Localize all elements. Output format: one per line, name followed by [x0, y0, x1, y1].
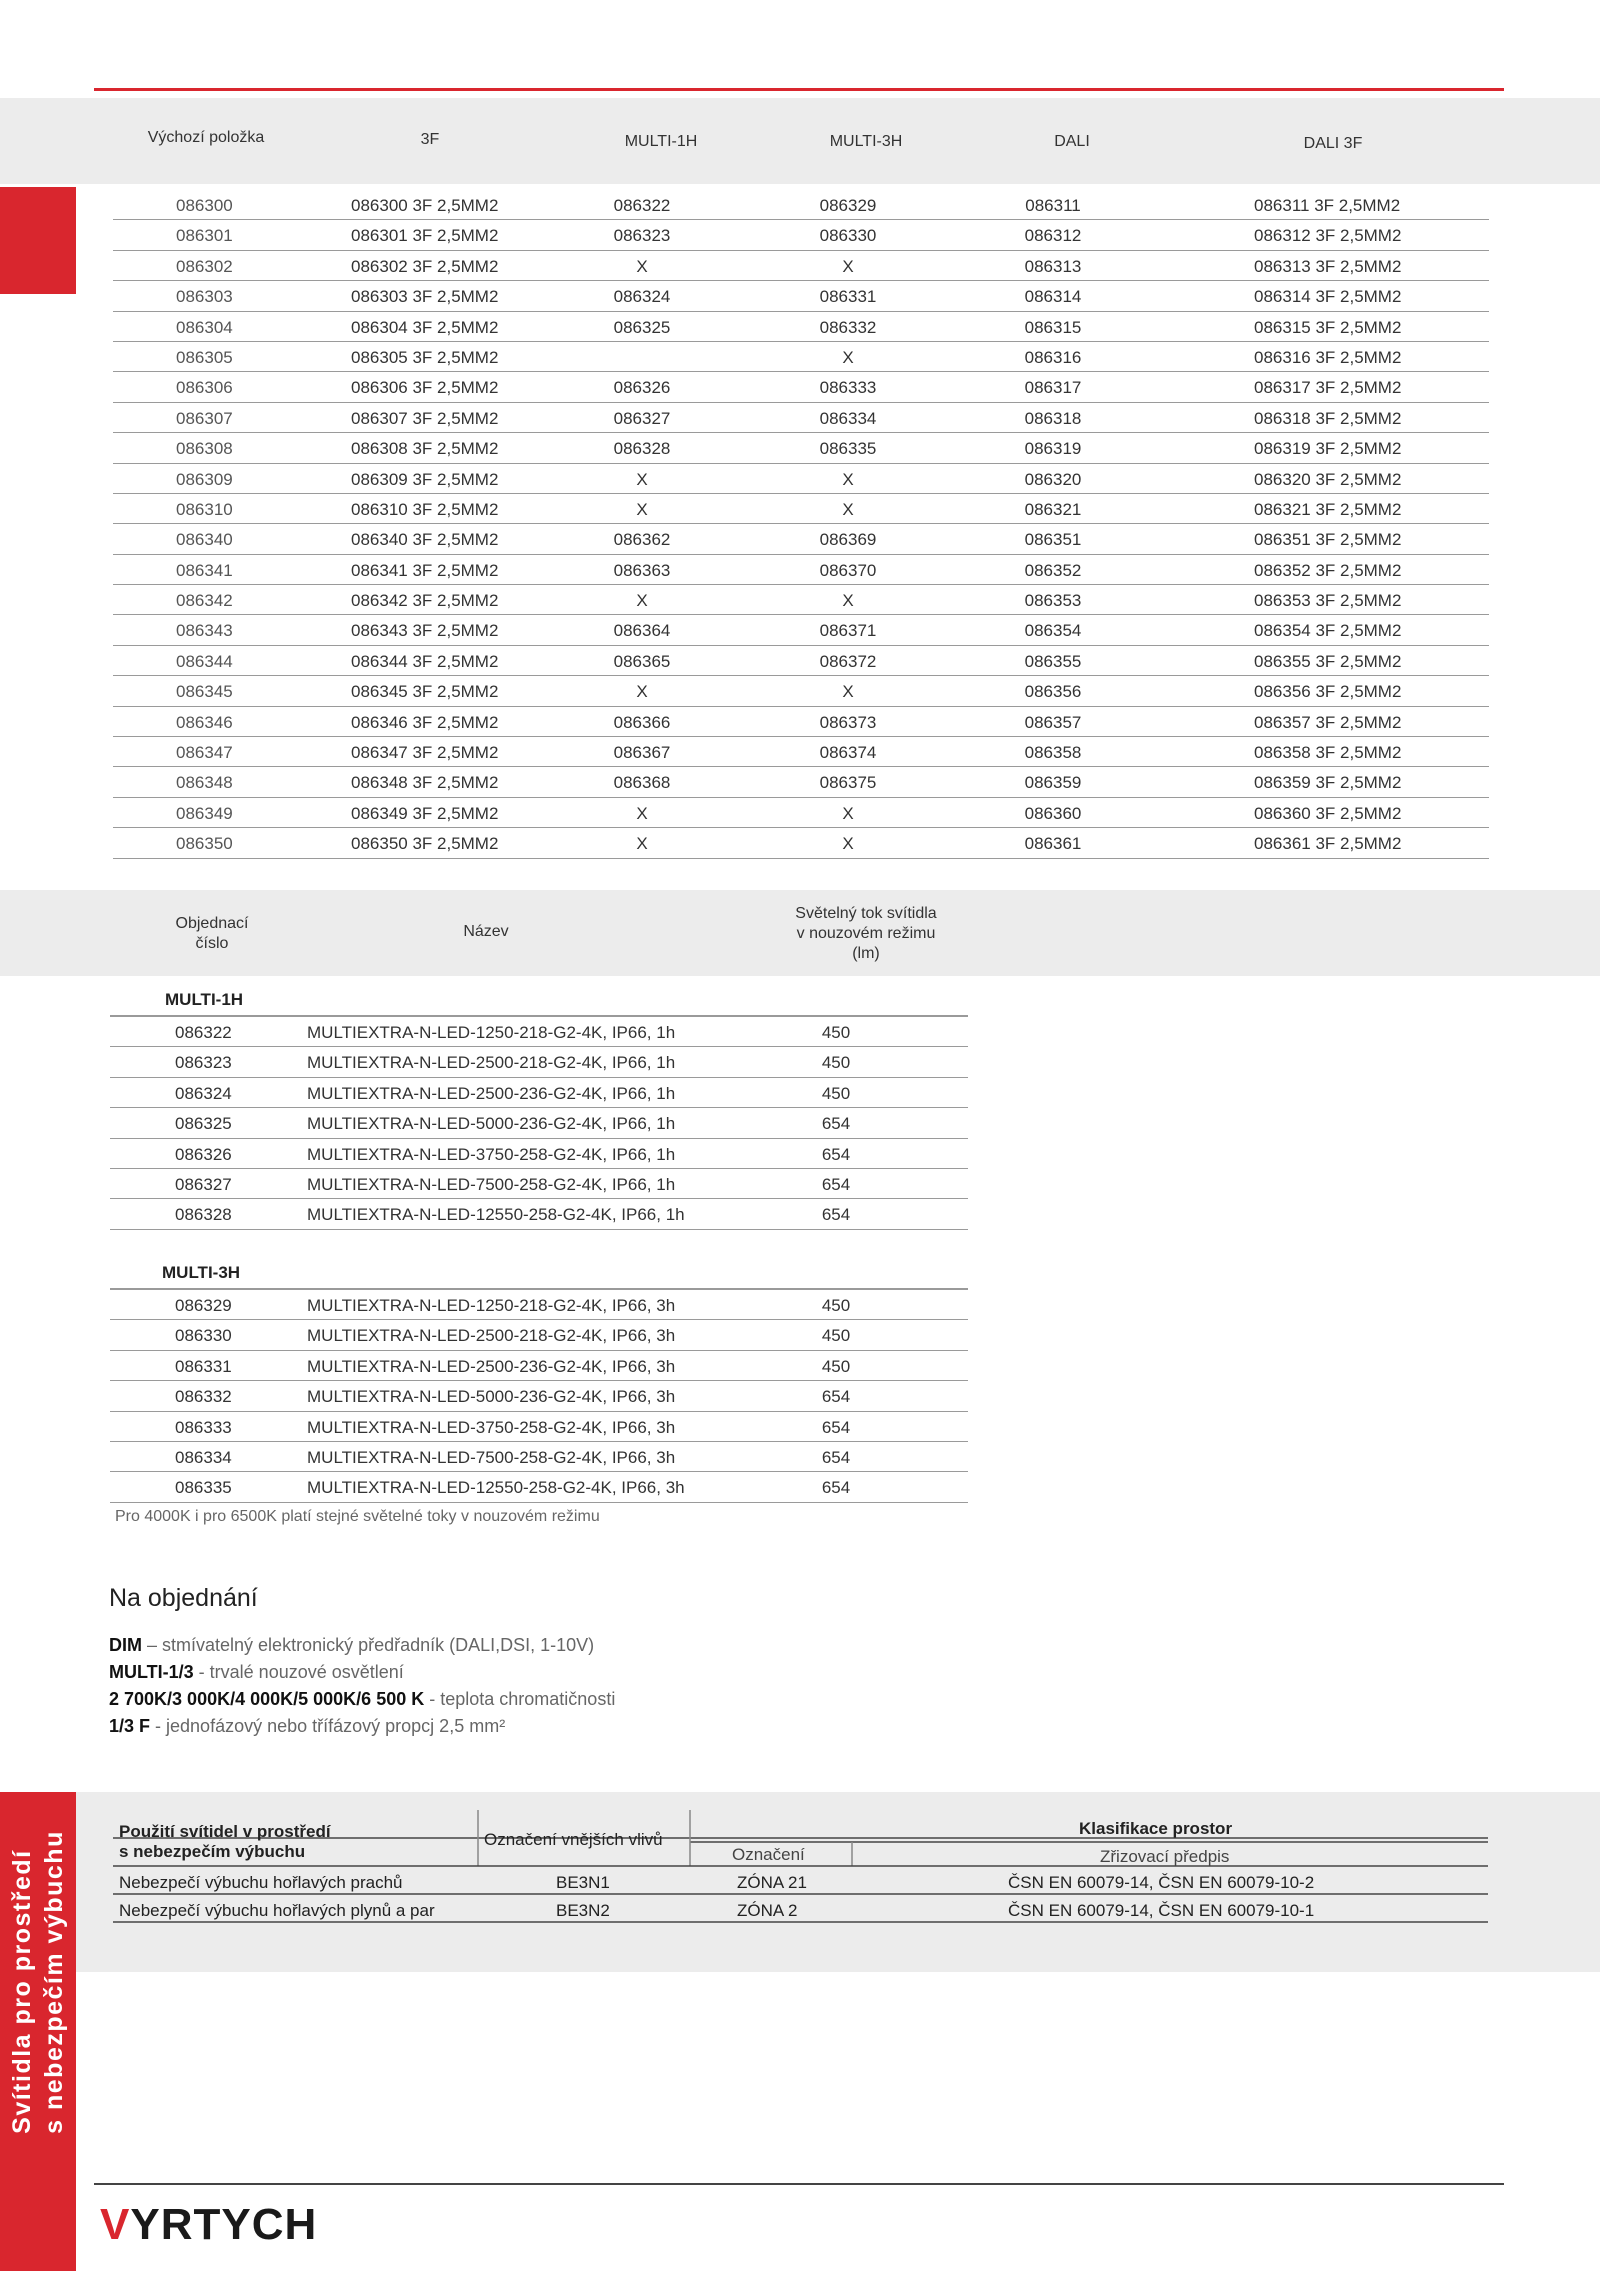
compat-cell: 086315 3F 2,5MM2 [1254, 317, 1402, 337]
product-cell: MULTIEXTRA-N-LED-2500-218-G2-4K, IP66, 1h [307, 1053, 676, 1073]
compat-cell: 086313 3F 2,5MM2 [1254, 256, 1402, 276]
compat-cell: 086305 3F 2,5MM2 [351, 347, 499, 367]
product-cell: MULTIEXTRA-N-LED-5000-236-G2-4K, IP66, 1h [307, 1114, 676, 1134]
product-header-cell: Objednací číslo [175, 915, 249, 952]
product-cell: 654 [821, 1478, 851, 1498]
compat-cell: 086309 [176, 469, 233, 489]
classification-cell: Nebezpečí výbuchu hořlavých plynů a par [119, 1901, 435, 1920]
compat-cell: 086370 [819, 560, 877, 580]
compat-cell: 086344 3F 2,5MM2 [351, 651, 499, 671]
ordering-desc: – stmívatelný elektronický předřadník (DALI,DSI, 1-10V) [142, 1635, 595, 1655]
compat-cell: 086355 3F 2,5MM2 [1254, 651, 1402, 671]
classification-sub-regulation: Zřizovací předpis [1100, 1847, 1230, 1866]
product-cell: 086327 [175, 1174, 232, 1194]
compat-cell: 086333 [819, 378, 877, 398]
compat-cell: 086315 [1024, 317, 1082, 337]
compat-cell: 086310 3F 2,5MM2 [351, 499, 499, 519]
compat-cell: 086357 [1024, 712, 1082, 732]
compat-cell: 086317 3F 2,5MM2 [1254, 378, 1402, 398]
product-header-cell: Světelný tok svítidla v nouzovém režimu (lm) [795, 905, 937, 962]
compat-cell: 086363 [613, 560, 671, 580]
product-cell: MULTIEXTRA-N-LED-12550-258-G2-4K, IP66, 1h [307, 1205, 685, 1225]
compat-cell: 086349 [176, 803, 233, 823]
product-cell: 450 [821, 1296, 851, 1315]
compat-cell: 086348 [176, 773, 233, 793]
product-cell: 654 [821, 1205, 851, 1225]
compat-cell: 086351 3F 2,5MM2 [1254, 530, 1402, 550]
product-cell: 654 [821, 1144, 851, 1164]
product-footnote: Pro 4000K i pro 6500K platí stejné světelné toky v nouzovém režimu [115, 1508, 600, 1525]
compat-header-cell: Výchozí položka [147, 129, 265, 146]
compat-cell: 086353 3F 2,5MM2 [1254, 591, 1402, 611]
compat-cell: 086322 [613, 196, 671, 215]
compat-cell: 086350 3F 2,5MM2 [351, 834, 499, 854]
compat-cell: 086325 [613, 317, 671, 337]
product-cell: MULTIEXTRA-N-LED-2500-236-G2-4K, IP66, 1h [307, 1083, 676, 1103]
compat-cell: 086307 3F 2,5MM2 [351, 408, 499, 428]
compat-cell: 086341 [176, 560, 233, 580]
compat-header-cell: MULTI-1H [624, 133, 698, 150]
product-cell: MULTIEXTRA-N-LED-3750-258-G2-4K, IP66, 3h [307, 1417, 676, 1437]
compat-cell: X [636, 469, 648, 489]
compat-cell: 086317 [1024, 378, 1082, 398]
product-cell: 086329 [175, 1296, 232, 1315]
compat-cell: 086350 [176, 834, 233, 854]
compat-cell: 086301 [176, 226, 233, 246]
compat-header-cell: DALI [1054, 133, 1090, 150]
ordering-term: 2 700K/3 000K/4 000K/5 000K/6 500 K [109, 1689, 425, 1709]
compat-cell: X [842, 591, 854, 611]
compat-cell: 086314 [1024, 287, 1082, 307]
compat-cell: 086343 3F 2,5MM2 [351, 621, 499, 641]
ordering-title: Na objednání [109, 1584, 258, 1612]
compat-cell: 086334 [819, 408, 877, 428]
classification-cell: ZÓNA 21 [737, 1873, 807, 1892]
product-cell: 086334 [175, 1447, 232, 1467]
compat-cell: 086330 [819, 226, 877, 246]
product-cell: MULTIEXTRA-N-LED-3750-258-G2-4K, IP66, 1h [307, 1144, 676, 1164]
compat-cell: 086304 [176, 317, 233, 337]
compat-cell: 086354 3F 2,5MM2 [1254, 621, 1402, 641]
compat-cell: 086360 3F 2,5MM2 [1254, 803, 1402, 823]
compat-cell: 086360 [1024, 803, 1082, 823]
classification-cell: BE3N1 [556, 1873, 610, 1892]
classification-col-usage-header: Použití svítidel v prostředí s nebezpečím výbuchu [119, 1822, 331, 1861]
classification-cell: Nebezpečí výbuchu hořlavých prachů [119, 1873, 403, 1892]
compat-cell: 086368 [613, 773, 671, 793]
product-group-label: MULTI-3H [162, 1263, 241, 1282]
logo-text: YRTYCH [130, 2200, 318, 2249]
product-cell: 086322 [175, 1023, 232, 1042]
compat-cell: 086311 [1025, 196, 1081, 215]
compat-cell: 086359 [1024, 773, 1082, 793]
ordering-term: MULTI-1/3 [109, 1662, 194, 1682]
product-cell: MULTIEXTRA-N-LED-1250-218-G2-4K, IP66, 3h [307, 1296, 676, 1315]
product-cell: MULTIEXTRA-N-LED-7500-258-G2-4K, IP66, 3h [307, 1447, 676, 1467]
compat-cell: X [842, 347, 854, 367]
compat-cell: 086374 [819, 743, 877, 763]
product-cell: 086328 [175, 1205, 232, 1225]
product-cell: 450 [821, 1326, 851, 1346]
ordering-desc: - teplota chromatičnosti [424, 1689, 616, 1709]
compat-cell: 086335 [819, 439, 877, 459]
compat-cell: 086361 3F 2,5MM2 [1254, 834, 1402, 854]
compat-cell: 086318 3F 2,5MM2 [1254, 408, 1402, 428]
product-cell: 086323 [175, 1053, 232, 1073]
compat-cell: 086357 3F 2,5MM2 [1254, 712, 1402, 732]
product-cell: 086326 [175, 1144, 232, 1164]
compat-cell: 086314 3F 2,5MM2 [1254, 287, 1402, 307]
compat-cell: 086316 3F 2,5MM2 [1254, 347, 1402, 367]
compat-cell: 086346 [176, 712, 233, 732]
classification-cell: ČSN EN 60079-14, ČSN EN 60079-10-2 [1008, 1873, 1315, 1892]
compat-cell: 086324 [613, 287, 671, 307]
compat-cell: 086320 3F 2,5MM2 [1254, 469, 1402, 489]
compat-cell: 086358 3F 2,5MM2 [1254, 743, 1402, 763]
ordering-desc: - trvalé nouzové osvětlení [193, 1662, 404, 1682]
compat-cell: 086358 [1024, 743, 1082, 763]
compat-cell: 086342 3F 2,5MM2 [351, 591, 499, 611]
compat-cell: 086319 [1024, 439, 1082, 459]
product-header-cell: Název [463, 923, 509, 940]
product-cell: 654 [821, 1417, 851, 1437]
compat-cell: 086303 [176, 287, 233, 307]
compat-cell: 086308 3F 2,5MM2 [351, 439, 499, 459]
compat-cell: 086321 [1024, 499, 1082, 519]
bottom-rule [94, 2183, 1504, 2185]
compat-cell: 086347 [176, 743, 233, 763]
compat-cell: 086356 3F 2,5MM2 [1254, 682, 1402, 702]
compat-cell: 086352 [1024, 560, 1082, 580]
compat-cell: 086362 [613, 530, 671, 550]
product-cell: 654 [821, 1114, 851, 1134]
product-cell: MULTIEXTRA-N-LED-2500-236-G2-4K, IP66, 3h [307, 1356, 676, 1376]
product-cell: 450 [821, 1083, 851, 1103]
product-cell: 450 [821, 1023, 851, 1042]
compat-cell: 086305 [176, 347, 233, 367]
product-cell: 086330 [175, 1326, 232, 1346]
compat-cell: 086312 [1024, 226, 1082, 246]
ordering-term: DIM [109, 1635, 142, 1655]
compat-cell: 086345 [176, 682, 233, 702]
compat-cell: X [636, 803, 648, 823]
compat-cell: 086356 [1024, 682, 1082, 702]
product-cell: MULTIEXTRA-N-LED-12550-258-G2-4K, IP66, 3h [307, 1478, 685, 1498]
compat-cell: 086361 [1024, 834, 1082, 854]
compat-cell: 086321 3F 2,5MM2 [1254, 499, 1402, 519]
compat-cell: 086372 [819, 651, 877, 671]
compat-cell: X [636, 591, 648, 611]
compat-cell: 086300 [176, 196, 233, 215]
compat-cell: 086319 3F 2,5MM2 [1254, 439, 1402, 459]
compat-cell: 086302 3F 2,5MM2 [351, 256, 499, 276]
compat-cell: 086331 [819, 287, 877, 307]
classification-cell: BE3N2 [556, 1901, 610, 1920]
product-cell: MULTIEXTRA-N-LED-1250-218-G2-4K, IP66, 1h [307, 1023, 676, 1042]
compat-cell: 086323 [613, 226, 671, 246]
compat-cell: 086309 3F 2,5MM2 [351, 469, 499, 489]
compat-cell: 086371 [819, 621, 877, 641]
product-cell: 086332 [175, 1387, 232, 1407]
product-cell: 450 [821, 1356, 851, 1376]
compat-cell: 086364 [613, 621, 671, 641]
product-group-label: MULTI-1H [165, 990, 244, 1009]
compat-cell: 086316 [1024, 347, 1082, 367]
compat-cell: X [842, 803, 854, 823]
compat-cell: 086313 [1024, 256, 1082, 276]
compat-cell: 086347 3F 2,5MM2 [351, 743, 499, 763]
compat-cell: 086348 3F 2,5MM2 [351, 773, 499, 793]
product-cell: 450 [821, 1053, 851, 1073]
compat-cell: 086345 3F 2,5MM2 [351, 682, 499, 702]
compat-cell: 086349 3F 2,5MM2 [351, 803, 499, 823]
side-vertical-title: Svítidla pro prostředí s nebezpečím výbuchu [8, 1830, 69, 2134]
product-cell: MULTIEXTRA-N-LED-2500-218-G2-4K, IP66, 3h [307, 1326, 676, 1346]
compat-cell: 086308 [176, 439, 233, 459]
product-cell: 654 [821, 1387, 851, 1407]
classification-col-influence-header: Označení vnějších vlivů [484, 1830, 663, 1849]
compat-cell: 086307 [176, 408, 233, 428]
classification-sub-designation: Označení [732, 1845, 805, 1864]
compat-cell: X [842, 499, 854, 519]
compat-cell: X [842, 469, 854, 489]
product-cell: 086325 [175, 1114, 232, 1134]
compat-cell: 086351 [1024, 530, 1082, 550]
compat-cell: 086332 [819, 317, 877, 337]
compat-cell: 086329 [819, 196, 877, 215]
compat-header-cell: 3F [420, 131, 440, 148]
compat-cell: 086306 [176, 378, 233, 398]
compat-cell: 086302 [176, 256, 233, 276]
compat-cell: 086320 [1024, 469, 1082, 489]
compat-cell: 086354 [1024, 621, 1082, 641]
compat-cell: 086341 3F 2,5MM2 [351, 560, 499, 580]
compat-cell: 086311 3F 2,5MM2 [1254, 196, 1401, 215]
classification-group-header: Klasifikace prostor [1079, 1819, 1233, 1838]
compat-cell: 086301 3F 2,5MM2 [351, 226, 499, 246]
ordering-desc: - jednofázový nebo třífázový propcj 2,5 mm² [150, 1716, 506, 1736]
compat-cell: 086366 [613, 712, 671, 732]
compat-cell: X [636, 256, 648, 276]
compat-cell: 086303 3F 2,5MM2 [351, 287, 499, 307]
product-cell: MULTIEXTRA-N-LED-7500-258-G2-4K, IP66, 1h [307, 1174, 676, 1194]
compat-cell: 086355 [1024, 651, 1082, 671]
product-cell: 086324 [175, 1083, 232, 1103]
compat-cell: 086365 [613, 651, 671, 671]
classification-cell: ČSN EN 60079-14, ČSN EN 60079-10-1 [1008, 1901, 1315, 1920]
compat-cell: X [842, 682, 854, 702]
classification-cell: ZÓNA 2 [737, 1901, 798, 1920]
compat-cell: 086352 3F 2,5MM2 [1254, 560, 1402, 580]
compat-header-cell: DALI 3F [1303, 135, 1363, 152]
compat-cell: 086346 3F 2,5MM2 [351, 712, 499, 732]
compat-cell: 086326 [613, 378, 671, 398]
compat-cell: 086342 [176, 591, 233, 611]
side-vertical-title-box [0, 1792, 76, 2172]
compat-cell: 086306 3F 2,5MM2 [351, 378, 499, 398]
compat-cell: 086369 [819, 530, 877, 550]
compat-cell: X [636, 834, 648, 854]
compat-cell: 086343 [176, 621, 233, 641]
compat-cell: 086373 [819, 712, 877, 732]
product-cell: MULTIEXTRA-N-LED-5000-236-G2-4K, IP66, 3h [307, 1387, 676, 1407]
product-cell: 086335 [175, 1478, 232, 1498]
compat-cell: 086300 3F 2,5MM2 [351, 196, 499, 215]
compat-cell: 086340 [176, 530, 233, 550]
compat-header-cell: MULTI-3H [829, 133, 903, 150]
compat-cell: 086328 [613, 439, 671, 459]
ordering-term: 1/3 F [109, 1716, 151, 1736]
compat-cell: 086353 [1024, 591, 1082, 611]
compat-cell: 086304 3F 2,5MM2 [351, 317, 499, 337]
compat-cell: X [636, 499, 648, 519]
compat-cell: 086340 3F 2,5MM2 [351, 530, 499, 550]
compat-cell: 086359 3F 2,5MM2 [1254, 773, 1402, 793]
compat-cell: X [842, 256, 854, 276]
vyrtych-logo [100, 2200, 317, 2250]
compat-cell: 086375 [819, 773, 877, 793]
compat-cell: 086344 [176, 651, 233, 671]
compat-cell: X [842, 834, 854, 854]
compat-cell: 086318 [1024, 408, 1082, 428]
compat-cell: 086312 3F 2,5MM2 [1254, 226, 1402, 246]
logo-mark: V [100, 2200, 131, 2249]
product-cell: 086331 [175, 1356, 232, 1376]
product-cell: 086333 [175, 1417, 232, 1437]
compat-cell: 086367 [613, 743, 671, 763]
product-cell: 654 [821, 1174, 851, 1194]
compat-cell: 086327 [613, 408, 671, 428]
product-cell: 654 [821, 1447, 851, 1467]
compat-cell: X [636, 682, 648, 702]
compat-cell: 086310 [176, 499, 233, 519]
